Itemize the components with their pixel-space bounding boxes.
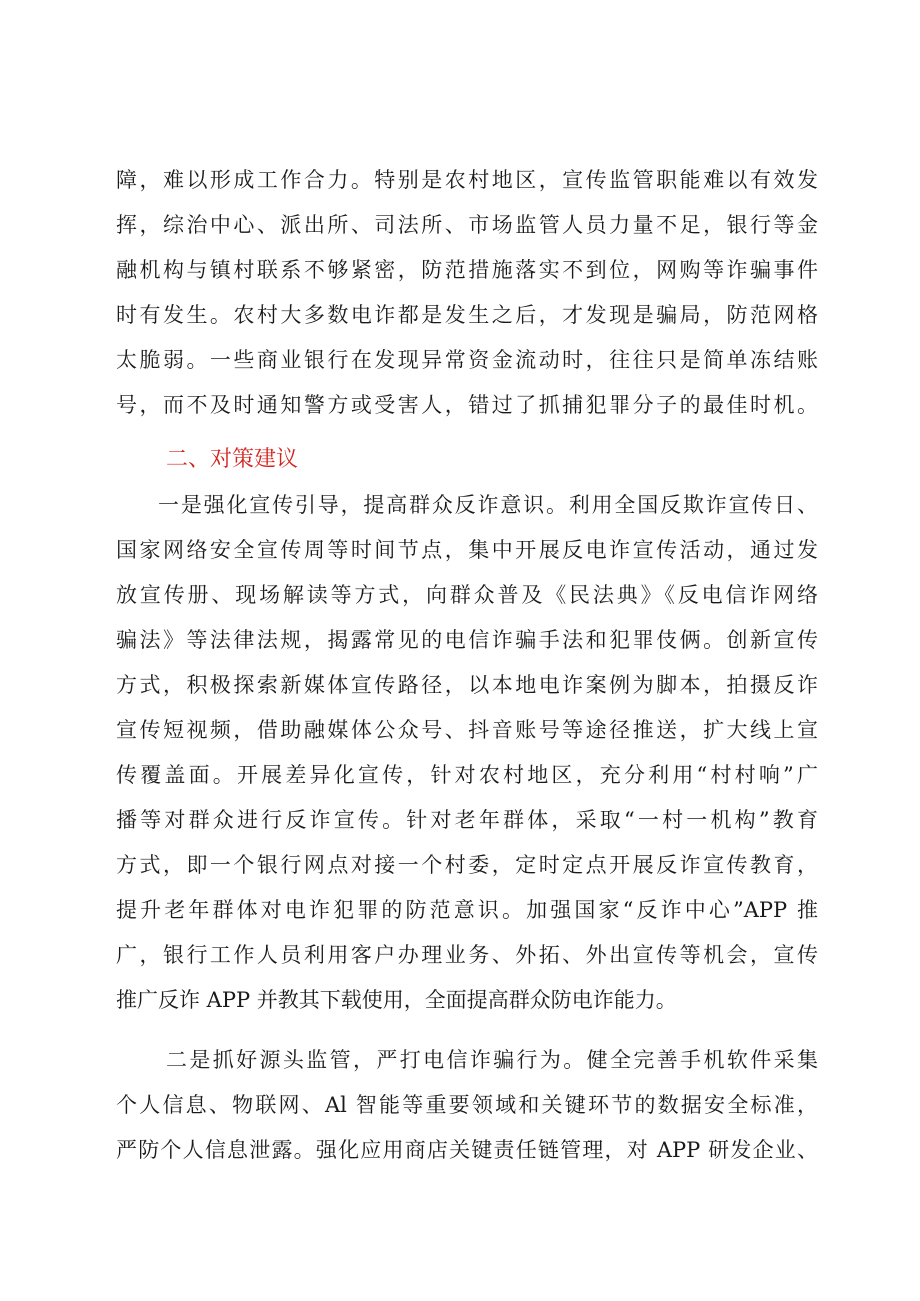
text-line: 骗法》等法律法规，揭露常见的电信诈骗手法和犯罪伎俩。创新宣传 bbox=[116, 628, 818, 652]
text-line: 时有发生。农村大多数电诈都是发生之后，才发现是骗局，防范网格 bbox=[116, 303, 818, 327]
text-line: 放宣传册、现场解读等方式，向群众普及《民法典》《反电信诈网络 bbox=[116, 583, 818, 607]
text-line: 推广反诈 APP 并教其下载使用，全面提高群众防电诈能力。 bbox=[116, 988, 677, 1012]
text-line: 宣传短视频，借助融媒体公众号、抖音账号等途径推送，扩大线上宣 bbox=[116, 718, 818, 742]
text-line: 障，难以形成工作合力。特别是农村地区，宣传监管职能难以有效发 bbox=[116, 168, 818, 192]
text-line: 严防个人信息泄露。强化应用商店关键责任链管理，对 APP 研发企业、 bbox=[116, 1138, 818, 1162]
text-line: 提升老年群体对电诈犯罪的防范意识。加强国家“反诈中心”APP 推 bbox=[116, 898, 818, 922]
text-line: 方式，即一个银行网点对接一个村委，定时定点开展反诈宣传教育， bbox=[116, 853, 818, 877]
text-line: 融机构与镇村联系不够紧密，防范措施落实不到位，网购等诈骗事件 bbox=[116, 258, 818, 282]
text-line: 太脆弱。一些商业银行在发现异常资金流动时，往往只是简单冻结账 bbox=[116, 348, 818, 372]
text-line: 方式，积极探索新媒体宣传路径，以本地电诈案例为脚本，拍摄反诈 bbox=[116, 673, 818, 697]
text-line: 传覆盖面。开展差异化宣传，针对农村地区，充分利用“村村响”广 bbox=[116, 763, 818, 787]
text-line: 广，银行工作人员利用客户办理业务、外拓、外出宣传等机会，宣传 bbox=[116, 943, 818, 967]
section-heading: 二、对策建议 bbox=[166, 447, 299, 472]
text-line: 一是强化宣传引导，提高群众反诈意识。利用全国反欺诈宣传日、 bbox=[158, 493, 818, 517]
text-line: 二是抓好源头监管，严打电信诈骗行为。健全完善手机软件采集 bbox=[166, 1048, 818, 1072]
text-line: 个人信息、物联网、Al 智能等重要领域和关键环节的数据安全标准， bbox=[116, 1093, 818, 1117]
text-line: 国家网络安全宣传周等时间节点，集中开展反电诈宣传活动，通过发 bbox=[116, 538, 818, 562]
text-line: 播等对群众进行反诈宣传。针对老年群体，采取“一村一机构”教育 bbox=[116, 808, 818, 832]
text-line: 号，而不及时通知警方或受害人，错过了抓捕犯罪分子的最佳时机。 bbox=[116, 393, 818, 417]
text-line: 挥，综治中心、派出所、司法所、市场监管人员力量不足，银行等金 bbox=[116, 213, 818, 237]
